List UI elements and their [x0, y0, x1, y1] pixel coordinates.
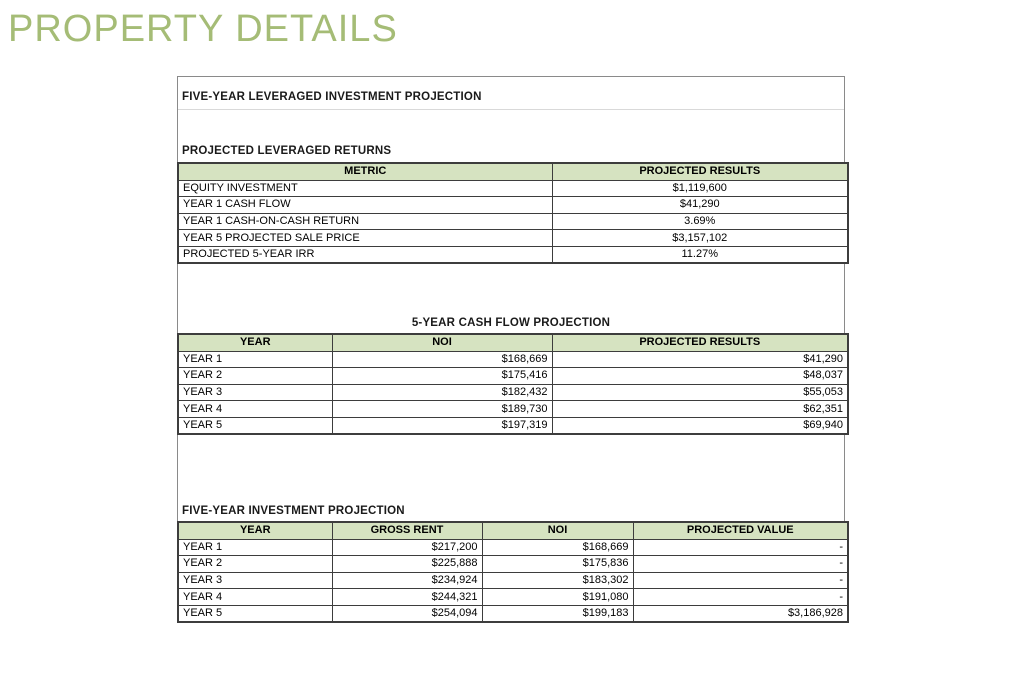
noi-cell: $197,319 [332, 417, 552, 434]
noi-cell: $183,302 [482, 572, 633, 589]
year-cell: YEAR 4 [178, 401, 332, 418]
value-cell: $41,290 [552, 197, 848, 214]
year-cell: YEAR 4 [178, 589, 332, 606]
investment-projection-label: FIVE-YEAR INVESTMENT PROJECTION [182, 505, 405, 517]
table-row [178, 213, 848, 230]
metric-cell: YEAR 1 CASH-ON-CASH RETURN [178, 213, 552, 230]
table-row [178, 384, 848, 401]
table-row [178, 197, 848, 214]
table-header-row [178, 522, 848, 539]
gross-rent-cell: $234,924 [332, 572, 482, 589]
leveraged-returns-label: PROJECTED LEVERAGED RETURNS [182, 145, 392, 157]
value-cell: $3,157,102 [552, 230, 848, 247]
year-cell: YEAR 3 [178, 572, 332, 589]
table-row [178, 605, 848, 622]
result-cell: $48,037 [552, 368, 848, 385]
page-title: PROPERTY DETAILS [8, 8, 398, 50]
table-header-row [178, 163, 848, 180]
table-row [178, 572, 848, 589]
column-header: YEAR [178, 334, 332, 351]
column-header: YEAR [178, 522, 332, 539]
column-header: NOI [332, 334, 552, 351]
noi-cell: $168,669 [332, 351, 552, 368]
column-header: PROJECTED VALUE [633, 522, 848, 539]
metric-cell: PROJECTED 5-YEAR IRR [178, 246, 552, 263]
projected-value-cell: - [633, 539, 848, 556]
metric-cell: YEAR 5 PROJECTED SALE PRICE [178, 230, 552, 247]
year-cell: YEAR 1 [178, 351, 332, 368]
projected-value-cell: - [633, 589, 848, 606]
table-row [178, 556, 848, 573]
value-cell: 3.69% [552, 213, 848, 230]
gross-rent-cell: $217,200 [332, 539, 482, 556]
year-cell: YEAR 1 [178, 539, 332, 556]
projected-value-cell: $3,186,928 [633, 605, 848, 622]
table-row [178, 351, 848, 368]
investment-projection-table [177, 521, 849, 623]
table-row [178, 539, 848, 556]
value-cell: $1,119,600 [552, 180, 848, 197]
gross-rent-cell: $254,094 [332, 605, 482, 622]
noi-cell: $191,080 [482, 589, 633, 606]
noi-cell: $168,669 [482, 539, 633, 556]
noi-cell: $189,730 [332, 401, 552, 418]
year-cell: YEAR 2 [178, 368, 332, 385]
main-header: FIVE-YEAR LEVERAGED INVESTMENT PROJECTION [178, 91, 844, 110]
column-header: NOI [482, 522, 633, 539]
column-header: METRIC [178, 163, 552, 180]
value-cell: 11.27% [552, 246, 848, 263]
cash-flow-title: 5-YEAR CASH FLOW PROJECTION [411, 317, 611, 329]
table-row [178, 246, 848, 263]
result-cell: $62,351 [552, 401, 848, 418]
noi-cell: $182,432 [332, 384, 552, 401]
report-box [177, 76, 845, 623]
table-row [178, 589, 848, 606]
year-cell: YEAR 5 [178, 417, 332, 434]
column-header: PROJECTED RESULTS [552, 334, 848, 351]
column-header: PROJECTED RESULTS [552, 163, 848, 180]
table-row [178, 230, 848, 247]
year-cell: YEAR 5 [178, 605, 332, 622]
projected-value-cell: - [633, 572, 848, 589]
table-row [178, 180, 848, 197]
result-cell: $55,053 [552, 384, 848, 401]
metric-cell: YEAR 1 CASH FLOW [178, 197, 552, 214]
leveraged-returns-table [177, 162, 849, 264]
noi-cell: $199,183 [482, 605, 633, 622]
gross-rent-cell: $225,888 [332, 556, 482, 573]
year-cell: YEAR 2 [178, 556, 332, 573]
result-cell: $41,290 [552, 351, 848, 368]
year-cell: YEAR 3 [178, 384, 332, 401]
metric-cell: EQUITY INVESTMENT [178, 180, 552, 197]
gross-rent-cell: $244,321 [332, 589, 482, 606]
cash-flow-table [177, 333, 849, 435]
result-cell: $69,940 [552, 417, 848, 434]
noi-cell: $175,836 [482, 556, 633, 573]
table-row [178, 417, 848, 434]
noi-cell: $175,416 [332, 368, 552, 385]
table-header-row [178, 334, 848, 351]
projected-value-cell: - [633, 556, 848, 573]
table-row [178, 368, 848, 385]
column-header: GROSS RENT [332, 522, 482, 539]
table-row [178, 401, 848, 418]
